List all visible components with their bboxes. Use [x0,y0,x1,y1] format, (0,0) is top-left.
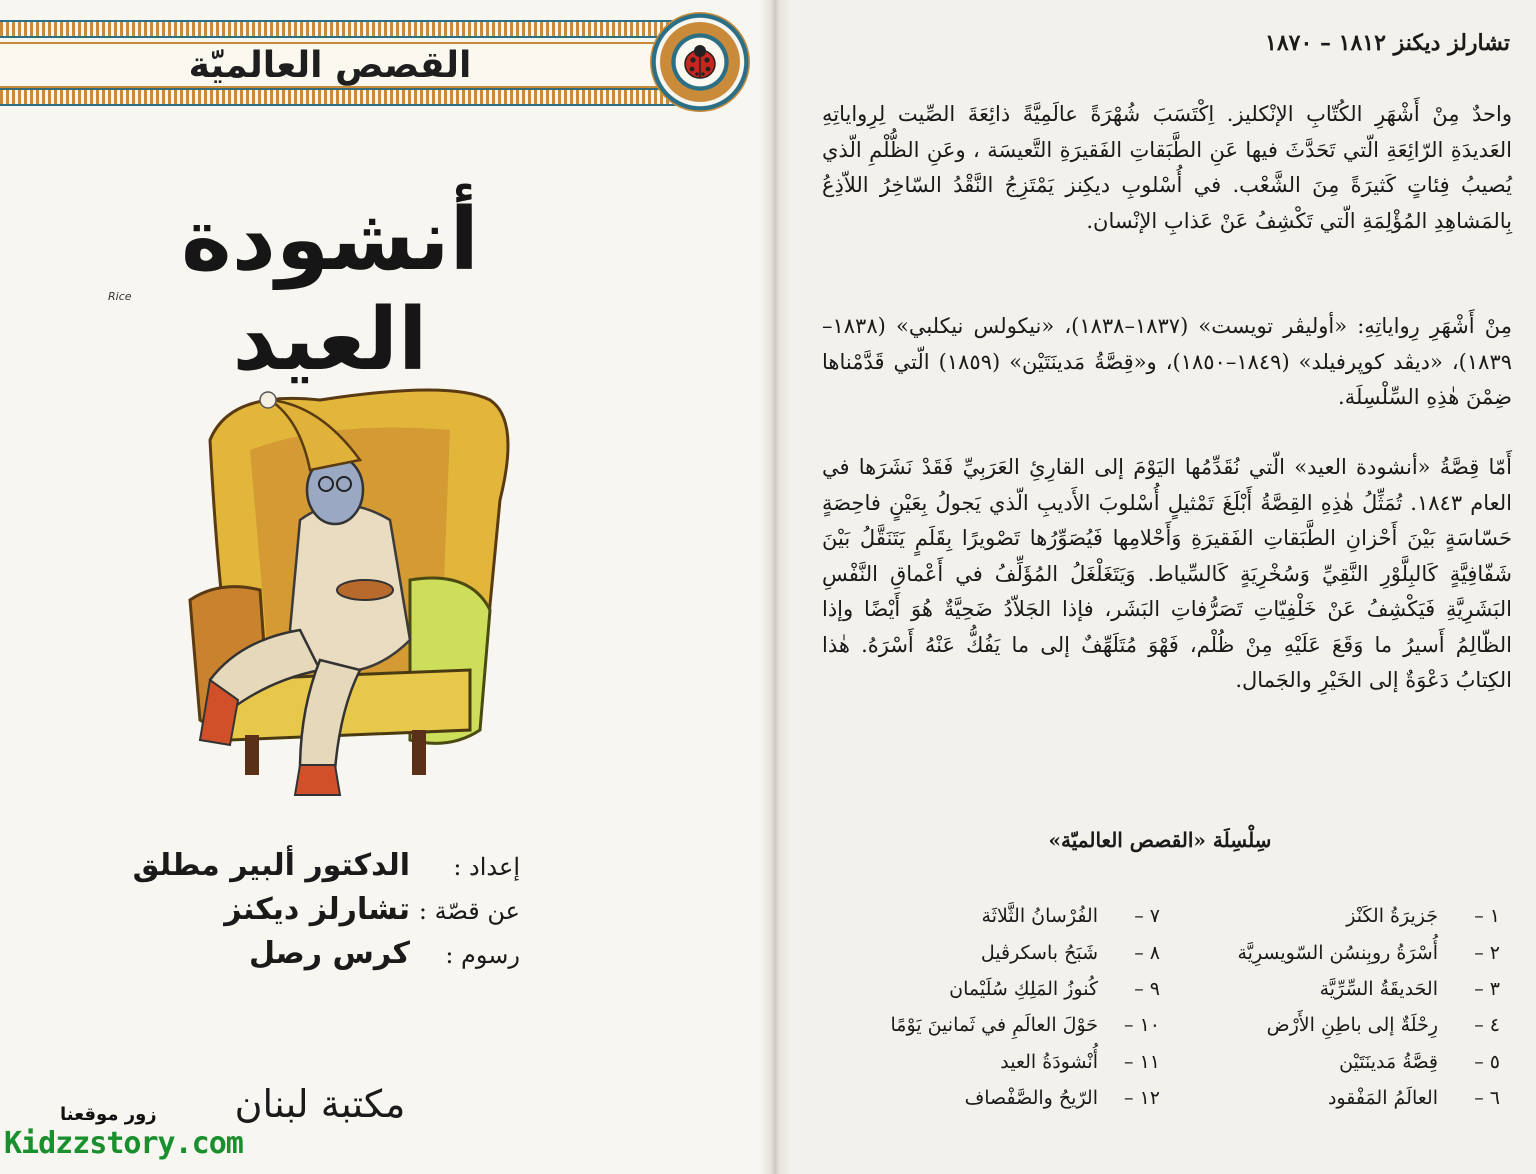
list-item [860,1007,1160,1043]
paragraph-story: أَمّا قِصَّةُ «أنشودة العيد» الّتي نُقَدِّمُها اليَوْمَ إلى القارِئِ العَرَبِيِّ فَقَدْ نَشَرَها في العام ١٨٤٣. تُمَثِّلُ هٰذِهِ القِصَّةُ أَبْلَغَ تَمْثيلٍ أُسْلوبَ الأَديبِ الّذي يَجولُ بِعَيْنٍ فاحِصَةٍ حَسّاسَةٍ بَيْنَ أَحْزانِ الطَّبَقاتِ الفَقيرَةِ وَأَحْلامِها فَيُصَوِّرُها تَصْويرًا بِقَلَمٍ يَتَنَقَّلُ بَيْنَ شَفّافِيَّةٍ كَالبِلَّوْرِ النَّقِيِّ وَسُخْرِيَةٍ كَالسِّياط. وَيَتَغَلْغَلُ المُؤَلِّفُ في أَعْماقِ النَّفْسِ البَشَرِيَّةِ فَيَكْشِفُ عَنْ خَلْفِيّاتِ تَصَرُّفاتِ البَشَر، فإذا الجَلاّدُ ضَحِيَّةٌ هُوَ أَيْضًا وإذا الظّالِمُ أَسيرُ ما وَقَعَ عَلَيْهِ مِنْ ظُلْم، فَهْوَ مُتَلَهِّفٌ إلى ما يَفُكُّ عَنْهُ أَسْرَهُ. هٰذا الكِتابُ دَعْوَةٌ إلى الخَيْرِ والجَمال. [822,455,1512,692]
list-title: الرّيحُ والصَّفْصاف [964,1087,1098,1110]
series-list-left [860,898,1160,1116]
list-title: قِصَّةُ مَدينَتَيْن [1339,1050,1438,1073]
ladybug-icon [680,42,720,82]
watermark-arabic: زور موقعنا [60,1104,157,1125]
credit-row-illustrations [120,936,520,980]
list-number: ١٠ – [1124,1014,1160,1037]
series-list-heading: سِلْسِلَة «القصص العالميّة» [1048,828,1272,852]
credit-label: رسوم : [445,941,520,969]
credit-label: عن قصّة : [418,897,520,925]
credit-row-author [120,848,520,892]
list-item [1200,1007,1500,1043]
list-number: ٥ – [1474,1050,1500,1073]
list-number: ٨ – [1134,941,1160,964]
list-item [1200,971,1500,1007]
cover-illustration [150,380,530,820]
book-gutter [760,0,790,1174]
list-number: ٧ – [1134,905,1160,928]
credit-value: الدكتور ألبير مطلق [132,848,410,883]
list-title: أُنْشودَةُ العيد [1000,1050,1098,1073]
credit-label: إعداد : [453,853,520,881]
list-number: ١ – [1474,905,1500,928]
list-number: ٣ – [1474,977,1500,1000]
list-number: ٩ – [1134,977,1160,1000]
band-stripe-top [0,20,700,38]
credits-block [120,848,520,980]
series-list-right [1200,898,1500,1116]
list-number: ١٢ – [1124,1087,1160,1110]
list-item [1200,1044,1500,1080]
list-title: كُنوزُ المَلِكِ سُلَيْمان [949,977,1098,1000]
band-stripe-bottom [0,88,700,106]
list-item [860,934,1160,970]
series-header-band [0,12,770,112]
list-item [1200,934,1500,970]
publisher-name: مكتبة لبنان [234,1082,406,1126]
list-title: شَبَحُ باسكرڤيل [980,941,1098,964]
paragraph-novels: مِنْ أَشْهَرِ رِواياتِهِ: «أوليڤر تويست» (١٨٣٧–١٨٣٨)، «نيكولس نيكلبي» (١٨٣٨–١٨٣٩)، «ديڤد كوپرفيلد» (١٨٤٩–١٨٥٠)، و«قِصَّةُ مَدينَتَيْن» (١٨٥٩) الّتي قَدَّمْناها ضِمْنَ هٰذِهِ السِّلْسِلَة. [822,314,1513,409]
list-title: العالَمُ المَفْقود [1327,1087,1438,1110]
credit-value: كرس رصل [249,936,410,971]
list-item [860,1044,1160,1080]
list-item [1200,1080,1500,1116]
list-number: ٦ – [1474,1087,1500,1110]
paragraph-biography: واحدٌ مِنْ أَشْهَرِ الكُتّابِ الإنْكليز. اِكْتَسَبَ شُهْرَةً عالَمِيَّةً ذائِعَةَ الصِّيت لِرِواياتِهِ العَديدَةِ الرّائِعَةِ الّتي تَحَدَّثَ فيها عَنِ الطَّبَقاتِ الفَقيرَةِ التَّعيسَة ، وعَنِ الظُّلْمِ الّذي يُصيبُ فِئاتٍ كَثيرَةً مِنَ الشَّعْب. في أُسْلوبِ ديكِنز يَمْتَزِجُ النَّقْدُ السّاخِرُ اللاّذِعُ بِالمَشاهِدِ المُؤْلِمَةِ الّتي تَكْشِفُ عَنْ عَذابِ الإنْسان. [822,102,1512,233]
list-number: ٢ – [1474,941,1500,964]
list-item [1200,898,1500,934]
list-item [860,971,1160,1007]
list-item [860,1080,1160,1116]
author-heading: تشارلز ديكنز ١٨١٢ – ١٨٧٠ [1265,30,1510,56]
credit-value: تشارلز ديكنز [224,892,410,927]
illustrator-signature: Rice [108,290,132,303]
list-title: جَزيرَةُ الكَنْز [1346,905,1438,928]
book-title: أنشودة العيد [180,190,480,390]
list-title: الحَديقَةُ السِّرِّيَّة [1319,977,1438,1000]
series-title: القصص العالميّة [188,44,472,86]
list-item [860,898,1160,934]
list-title: أُسْرَةُ روبِنسُن السّويسرِيَّة [1237,941,1438,964]
band-title-box [0,42,660,88]
list-title: حَوْلَ العالَمِ في ثَمانينَ يَوْمًا [890,1014,1098,1037]
watermark-site: Kidzzstory.com [4,1126,243,1161]
list-number: ١١ – [1124,1050,1160,1073]
credit-row-source [120,892,520,936]
list-number: ٤ – [1474,1014,1500,1037]
ladybug-medallion [650,12,750,112]
list-title: رِحْلَةٌ إلى باطِنِ الأَرْض [1266,1014,1438,1037]
list-title: الفُرْسانُ الثَّلاثَة [981,905,1098,928]
